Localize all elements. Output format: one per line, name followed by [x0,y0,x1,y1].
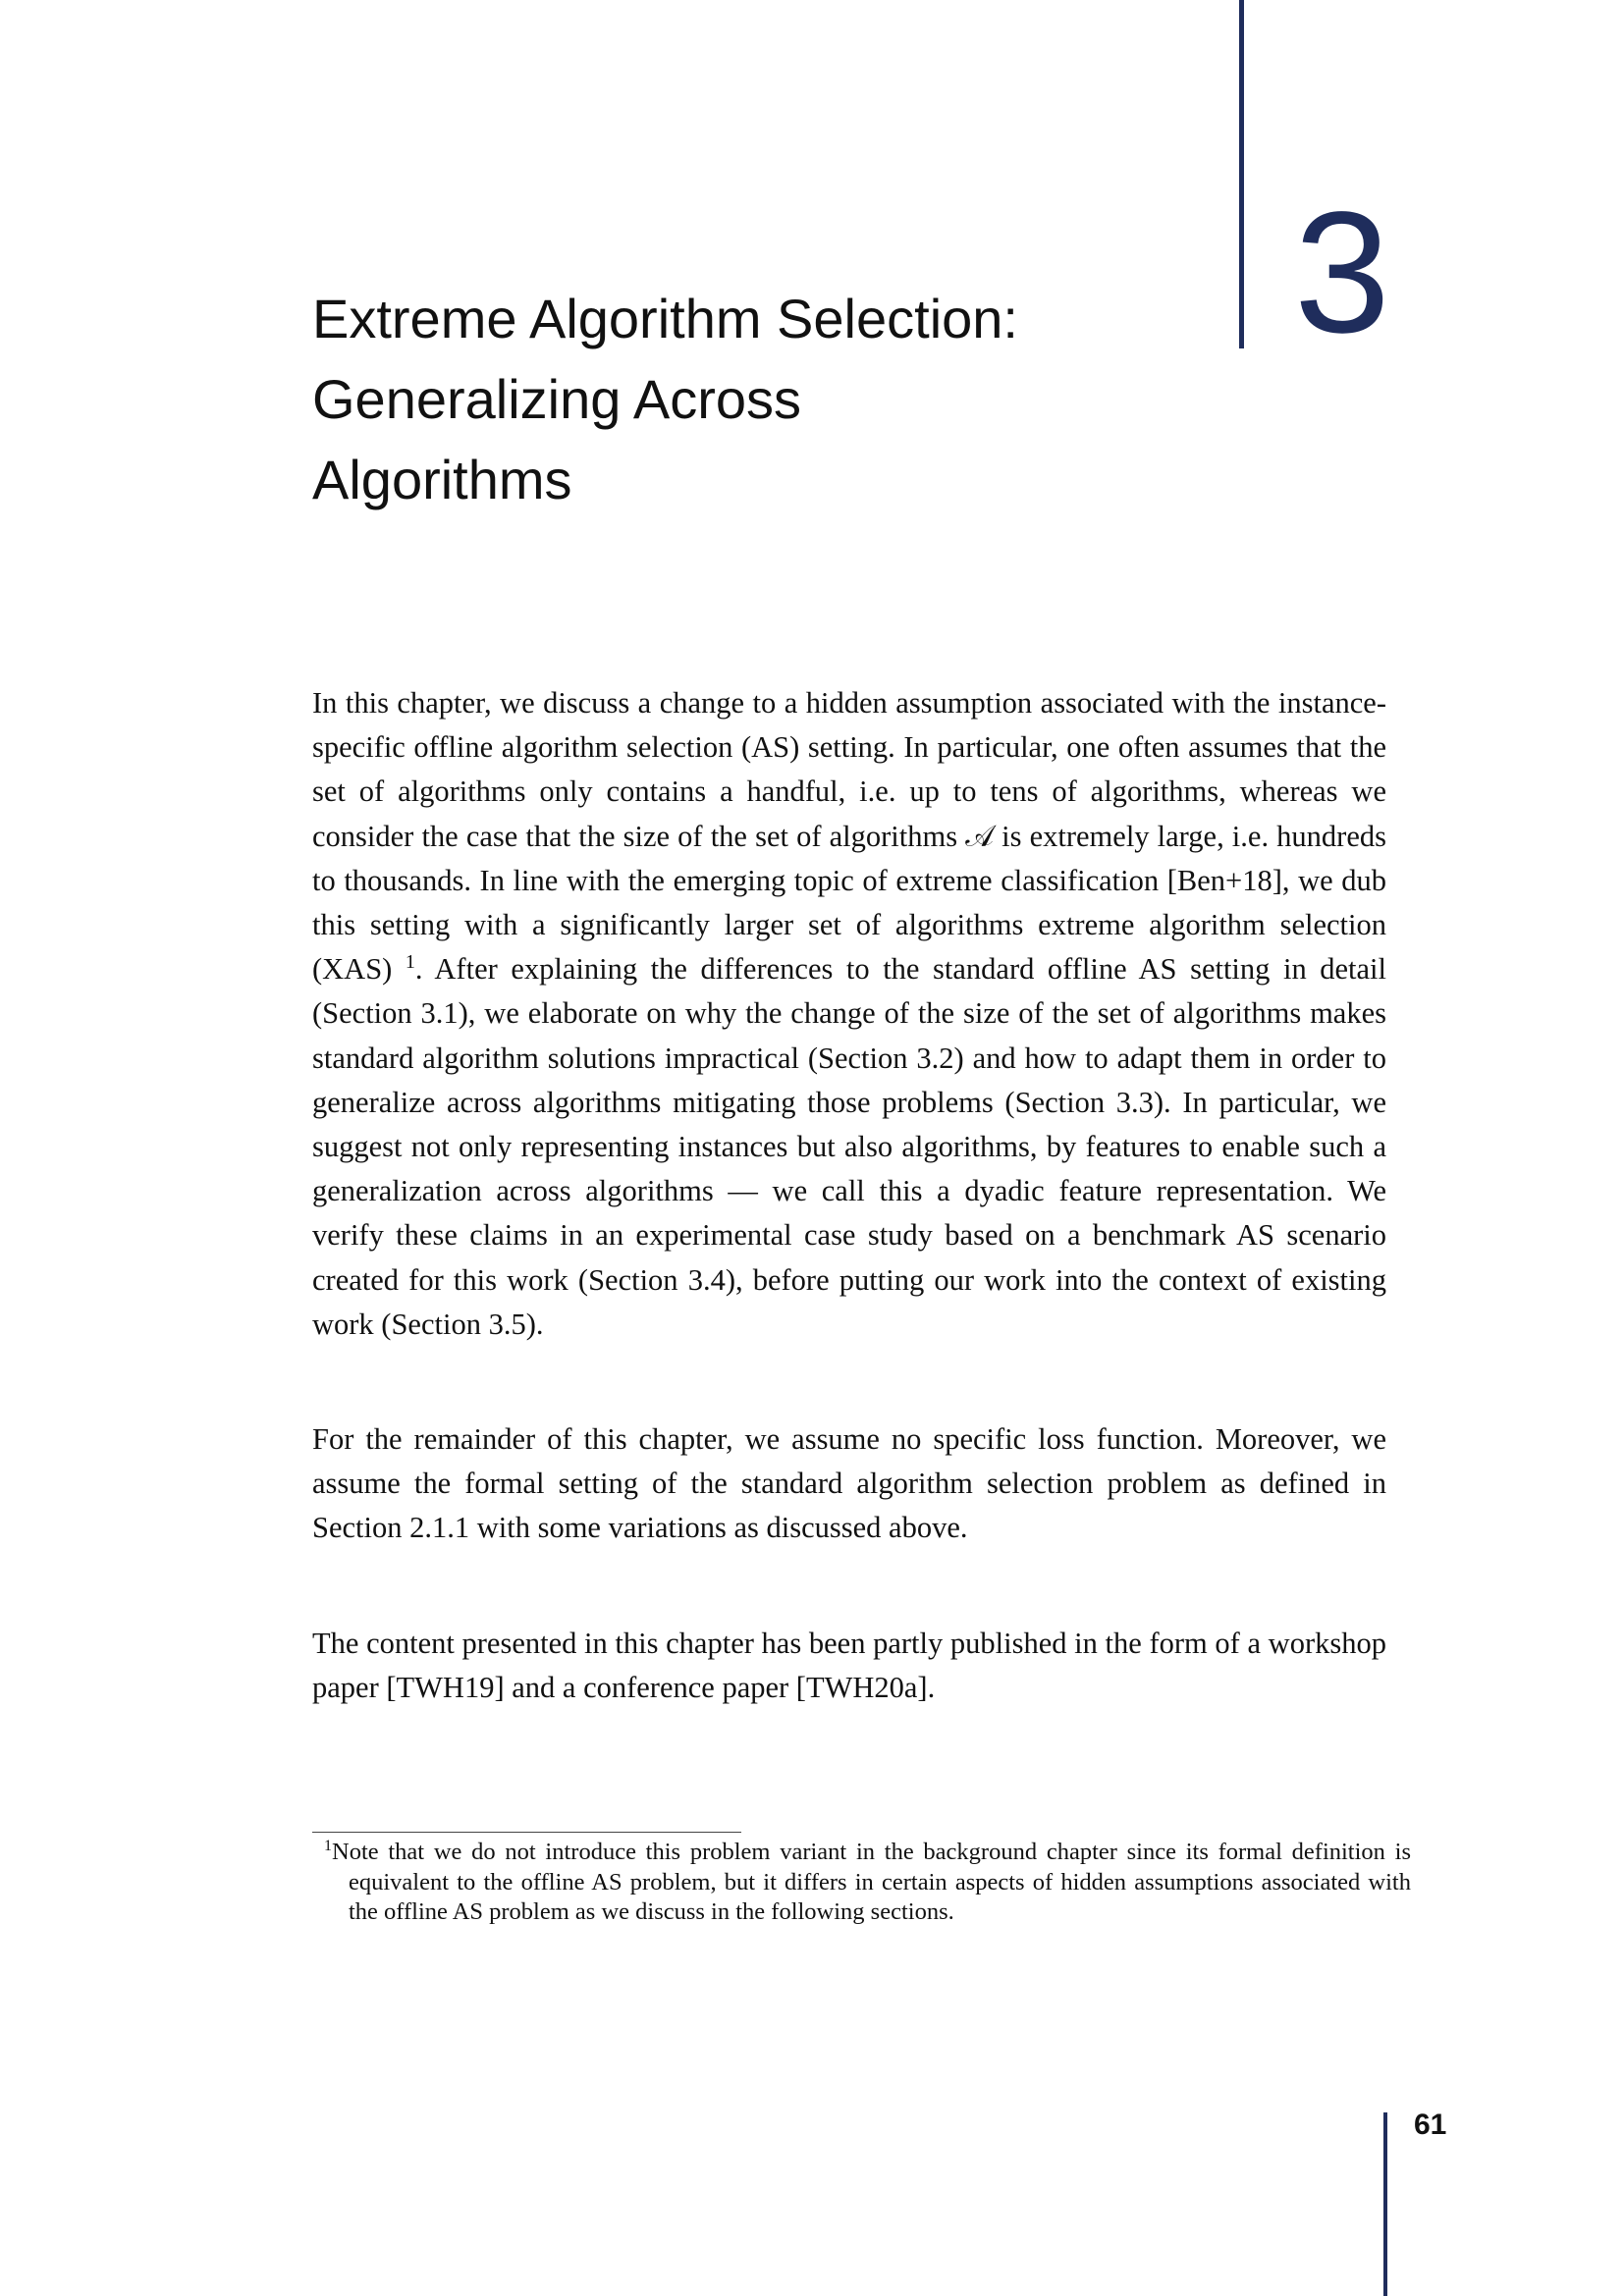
assumptions-paragraph: For the remainder of this chapter, we assume no specific loss function. Moreover, we assume the formal setting of the standard algorithm selection problem as defined in Section 2.1.1 with some variations as discussed above. [312,1422,1386,1545]
publication-paragraph: The content presented in this chapter has been partly published in the form of a workshop paper [TWH19] and a conference paper [TWH20a]. [312,1626,1386,1704]
chapter-title-line-2: Generalizing Across [312,368,802,430]
intro-paragraph [312,681,1386,1347]
footnote-mark: 1 [324,1837,332,1854]
footnote-text: Note that we do not introduce this problem variant in the background chapter since its formal definition is equivalent to the offline AS problem, but it differs in certain aspects of hidden assumptions associated with the offline AS problem as we discuss in the following sections. [332,1839,1411,1925]
chapter-title [312,279,1196,520]
intro-paragraph-text-start: In this chapter, we discuss a change to a hidden assumption associated with the instance-specific offline algorithm selection (AS) setting. In particular, one often assumes that the set of algorithms only contains a handful, i.e. up to tens of algorithms, whereas we consider the case that the size of the set of algorithms 𝒜 is extremely large, i.e. hundreds to thousands. In line with the emerging topic of extreme classification [Ben+18], we dub this setting with a significantly larger set of algorithms extreme algorithm selection (XAS) [312,686,1386,987]
chapter-body [312,681,1386,1710]
intro-paragraph-text-end: . After explaining the differences to the standard offline AS setting in detail (Section 3.1), we elaborate on why the change of the size of the set of algorithms makes standard algorithm solutions impractical (Section 3.2) and how to adapt them in order to generalize across algorithms mitigating those problems (Section 3.3). In particular, we suggest not only representing instances but also algorithms, by features to enable such a generalization across algorithms — we call this a dyadic feature representation. We verify these claims in an experimental case study based on a benchmark AS scenario created for this work (Section 3.4), before putting our work into the context of existing work (Section 3.5). [312,952,1387,1341]
page-number-rule [1383,2112,1387,2296]
footnote [324,1838,1411,1928]
chapter-title-line-1: Extreme Algorithm Selection: [312,288,1018,349]
footnote-reference[interactable]: 1 [405,951,415,974]
chapter-title-line-3: Algorithms [312,449,572,510]
chapter-accent-rule [1239,0,1244,348]
footnote-divider [312,1832,741,1833]
page-number: 61 [1414,2109,1447,2141]
chapter-number: 3 [1294,177,1390,369]
